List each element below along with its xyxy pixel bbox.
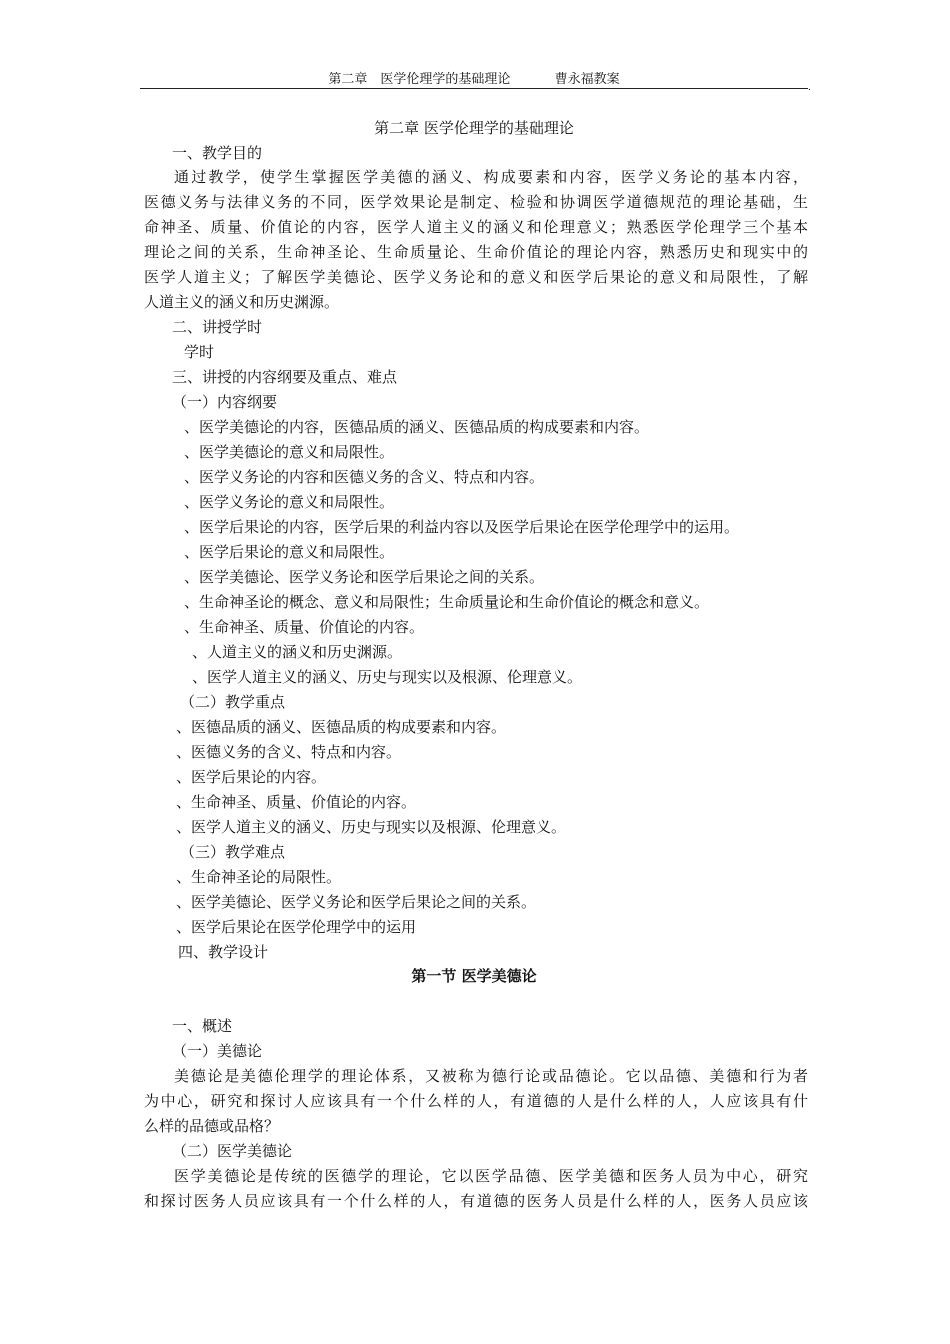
header-author: 曹永福教案 — [554, 72, 620, 87]
outline-item: 、医学美德论的意义和局限性。 — [184, 443, 395, 461]
key-item: 、医学后果论的内容。 — [176, 768, 327, 786]
medical-virtue-heading: （二）医学美德论 — [172, 1142, 293, 1160]
difficulty-item: 、生命神圣论的局限性。 — [176, 868, 342, 886]
key-item: 、生命神圣、质量、价值论的内容。 — [176, 793, 417, 811]
chapter-title: 第二章 医学伦理学的基础理论 — [374, 119, 574, 137]
section-title: 第一节 医学美德论 — [411, 967, 537, 985]
outline-item: 、医学后果论的意义和局限性。 — [184, 543, 395, 561]
key-item: 、医德义务的含义、特点和内容。 — [176, 743, 402, 761]
medical-virtue-line-2: 和探讨医务人员应该具有一个什么样的人，有道德的医务人员是什么样的人，医务人员应该 — [144, 1192, 808, 1210]
outline-item: 、医学美德论的内容，医德品质的涵义、医德品质的构成要素和内容。 — [184, 418, 650, 436]
objectives-line-2: 医德义务与法律义务的不同，医学效果论是制定、检验和协调医学道德规范的理论基础，生 — [144, 193, 808, 211]
difficulty-item: 、医学美德论、医学义务论和医学后果论之间的关系。 — [176, 893, 537, 911]
medical-virtue-line-1: 医学美德论是传统的医德学的理论，它以医学品德、医学美德和医务人员为中心，研究 — [174, 1167, 808, 1185]
header-rule — [140, 88, 808, 89]
overview-heading: 一、概述 — [172, 1017, 233, 1035]
key-item: 、医德品质的涵义、医德品质的构成要素和内容。 — [176, 718, 507, 736]
outline-item: 、医学义务论的意义和局限性。 — [184, 493, 395, 511]
outline-item: 、人道主义的涵义和历史渊源。 — [192, 643, 403, 661]
running-header — [140, 70, 808, 90]
header-mark: . — [808, 83, 811, 93]
difficulty-heading: （三）教学难点 — [180, 843, 286, 861]
virtue-para-line-2: 为中心，研究和探讨人应该具有一个什么样的人，有道德的人是什么样的人，人应该具有什 — [144, 1092, 808, 1110]
virtue-theory-heading: （一）美德论 — [172, 1042, 263, 1060]
objectives-line-4: 理论之间的关系，生命神圣论、生命质量论、生命价值论的理论内容，熟悉历史和现实中的 — [144, 243, 808, 261]
outline-item: 、医学美德论、医学义务论和医学后果论之间的关系。 — [184, 568, 545, 586]
objectives-line-1: 通过教学，使学生掌握医学美德的涵义、构成要素和内容，医学义务论的基本内容， — [174, 168, 808, 186]
objectives-line-3: 命神圣、质量、价值论的内容，医学人道主义的涵义和伦理意义；熟悉医学伦理学三个基本 — [144, 218, 808, 236]
key-item: 、医学人道主义的涵义、历史与现实以及根源、伦理意义。 — [176, 818, 567, 836]
difficulty-item: 、医学后果论在医学伦理学中的运用 — [176, 918, 417, 936]
virtue-para-line-3: 么样的品德或品格？ — [144, 1117, 280, 1135]
heading-hours: 二、讲授学时 — [172, 318, 263, 336]
heading-content: 三、讲授的内容纲要及重点、难点 — [172, 368, 398, 386]
outline-heading: （一）内容纲要 — [172, 393, 278, 411]
outline-item: 、生命神圣、质量、价值论的内容。 — [184, 618, 425, 636]
key-heading: （二）教学重点 — [180, 693, 286, 711]
heading-design: 四、教学设计 — [178, 943, 269, 961]
hours-value: 学时 — [184, 343, 215, 361]
outline-item: 、医学后果论的内容，医学后果的利益内容以及医学后果论在医学伦理学中的运用。 — [184, 518, 740, 536]
objectives-line-5: 医学人道主义；了解医学美德论、医学义务论和的意义和医学后果论的意义和局限性，了解 — [144, 268, 808, 286]
outline-item: 、生命神圣论的概念、意义和局限性；生命质量论和生命价值论的概念和意义。 — [184, 593, 710, 611]
objectives-line-6: 人道主义的涵义和历史渊源。 — [144, 293, 340, 311]
virtue-para-line-1: 美德论是美德伦理学的理论体系，又被称为德行论或品德论。它以品德、美德和行为者 — [174, 1067, 808, 1085]
outline-item: 、医学人道主义的涵义、历史与现实以及根源、伦理意义。 — [192, 668, 583, 686]
header-chapter: 第二章 医学伦理学的基础理论 — [328, 72, 511, 87]
outline-item: 、医学义务论的内容和医德义务的含义、特点和内容。 — [184, 468, 545, 486]
heading-objectives: 一、教学目的 — [172, 144, 263, 162]
